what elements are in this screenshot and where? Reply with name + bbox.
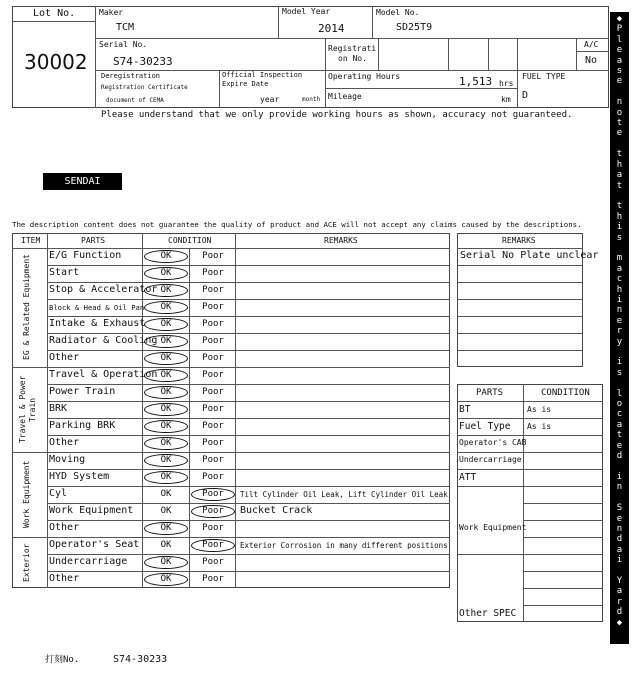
poor-checkbox[interactable]: Poor (202, 472, 224, 482)
part-label: Undercarriage (49, 556, 128, 567)
serial-no: S74-30233 (113, 55, 173, 68)
poor-checkbox[interactable]: Poor (202, 421, 224, 431)
maker: TCM (116, 22, 135, 33)
operating-hours: 1,513 (459, 75, 493, 88)
parts-subrow-line (523, 537, 603, 538)
poor-checkbox[interactable]: Poor (202, 455, 224, 465)
remarks-row-line (457, 299, 583, 300)
deregistration-label: Deregistration (101, 72, 161, 80)
parts-row-label: Work Equipment (459, 523, 527, 532)
header-row-line-3 (325, 88, 517, 89)
remarks-row-line (457, 316, 583, 317)
model-no-label: Model No. (376, 8, 420, 17)
maker-label: Maker (99, 8, 124, 17)
registration-label-2: on No. (338, 54, 367, 63)
ac-label: A/C (584, 40, 599, 49)
poor-checkbox[interactable]: Poor (202, 370, 224, 380)
poor-checkbox[interactable]: Poor (202, 251, 224, 261)
header-col-modelno (372, 6, 373, 38)
inspection-label-1: Official Inspection (222, 71, 303, 79)
part-label: Start (49, 267, 80, 278)
poor-checkbox[interactable]: Poor (191, 505, 235, 518)
registration-cert-label: Registration Certificate (101, 84, 188, 91)
parts-row-label: ATT (459, 472, 477, 483)
row-line (47, 265, 450, 266)
group-line (12, 452, 450, 453)
remarks-line: Serial No Plate unclear (460, 250, 599, 261)
part-label: BRK (49, 403, 68, 414)
model-no: SD25T9 (396, 22, 433, 33)
parts-subrow-line (523, 588, 603, 589)
remark-text: Exterior Corrosion in many different positions (240, 541, 448, 550)
model-year: 2014 (318, 22, 345, 35)
ok-checkbox[interactable]: OK (144, 301, 188, 314)
ok-checkbox[interactable]: OK (144, 454, 188, 467)
lot-label-divider (12, 21, 95, 22)
cema-label: document of CEMA (106, 97, 164, 104)
ok-checkbox[interactable]: OK (144, 335, 188, 348)
row-line (47, 503, 450, 504)
group-label-3: Exterior (22, 543, 31, 582)
poor-checkbox[interactable]: Poor (202, 387, 224, 397)
parts-subrow-line (523, 503, 603, 504)
part-label: Cyl (49, 488, 68, 499)
ok-checkbox[interactable]: OK (144, 573, 188, 586)
location-badge: SENDAI (43, 173, 122, 190)
fuel-type-label: FUEL TYPE (522, 72, 566, 81)
lot-no-label: Lot No. (33, 8, 76, 19)
header-frame (12, 6, 609, 108)
parts-row-line (457, 452, 603, 453)
poor-checkbox[interactable]: Poor (202, 557, 224, 567)
ok-checkbox[interactable]: OK (160, 540, 172, 550)
poor-checkbox[interactable]: Poor (202, 574, 224, 584)
part-label: Stop & Accelerator (49, 284, 158, 295)
ok-checkbox[interactable]: OK (144, 522, 188, 535)
ok-checkbox[interactable]: OK (144, 420, 188, 433)
ok-checkbox[interactable]: OK (144, 369, 188, 382)
registration-label-1: Registrati (328, 44, 377, 53)
row-line (47, 418, 450, 419)
row-line (47, 469, 450, 470)
header-col-reg-b (448, 38, 449, 70)
row-line (47, 571, 450, 572)
part-label: Other (49, 573, 80, 584)
poor-checkbox[interactable]: Poor (191, 539, 235, 552)
ok-checkbox[interactable]: OK (160, 506, 172, 516)
part-label: Moving (49, 454, 86, 465)
remarks-header: REMARKS (502, 236, 536, 245)
row-line (47, 316, 450, 317)
poor-checkbox[interactable]: Poor (202, 438, 224, 448)
remark-text: Tilt Cylinder Oil Leak, Lift Cylinder Oil Leak (240, 490, 448, 499)
part-label: Intake & Exhaust (49, 318, 146, 329)
row-line (47, 520, 450, 521)
parts-row-label: Undercarriage (459, 455, 522, 464)
remarks-header-line (457, 248, 583, 249)
poor-checkbox[interactable]: Poor (191, 488, 235, 501)
table-col-line (235, 233, 236, 588)
part-label: Work Equipment (49, 505, 134, 516)
group-label-0: EG & Related Equipment (22, 254, 31, 361)
poor-checkbox[interactable]: Poor (202, 404, 224, 414)
group-label-1: Travel & Power Train (18, 375, 37, 444)
sidebar-notice-text: ◆ P l e a s e n o t e t h a t t h i s m a c h i n e r y i s l o c a t e d i n S e n d a i Y a r d ◆ (616, 14, 623, 628)
part-label: Travel & Operation (49, 369, 158, 380)
inspection-label-2: Expire Date (222, 80, 269, 88)
parts-row-label: Other SPEC (459, 608, 517, 619)
km-unit: km (501, 95, 511, 104)
parts-header-line (457, 401, 603, 402)
year-label: year (260, 95, 280, 104)
serial-no-label: Serial No. (99, 40, 148, 49)
part-label: E/G Function (49, 250, 122, 261)
row-line (47, 554, 450, 555)
disclaimer-text: The description content does not guarantee the quality of product and ACE will not accept any claims caused by the descriptions. (12, 220, 582, 229)
parts-subrow-line (523, 520, 603, 521)
parts-row-line (457, 418, 603, 419)
parts-row-condition: As is (527, 422, 552, 431)
ok-checkbox[interactable]: OK (144, 284, 188, 297)
remarks-row-line (457, 333, 583, 334)
header-col-inspection (219, 70, 220, 108)
lot-divider (95, 6, 96, 108)
condition-header: CONDITION (541, 388, 590, 398)
remarks-row-line (457, 350, 583, 351)
part-label: Other (49, 437, 80, 448)
parts-row-label: Operator's CAB (459, 438, 527, 447)
parts-header: PARTS (476, 388, 504, 398)
header-remarks: REMARKS (324, 236, 358, 245)
poor-checkbox[interactable]: Poor (202, 523, 224, 533)
ok-checkbox[interactable]: OK (144, 250, 188, 263)
poor-checkbox[interactable]: Poor (202, 302, 224, 312)
parts-row-label: BT (459, 404, 471, 415)
row-line (47, 384, 450, 385)
group-line (12, 367, 450, 368)
ok-checkbox[interactable]: OK (144, 318, 188, 331)
group-label-2: Work Equipment (22, 460, 31, 529)
parts-row-condition: As is (527, 405, 552, 414)
header-condition: CONDITION (168, 236, 212, 245)
hrs-unit: hrs (499, 79, 514, 88)
table-col-line (47, 233, 48, 588)
remarks-row-line (457, 265, 583, 266)
poor-checkbox[interactable]: Poor (202, 336, 224, 346)
row-line (47, 401, 450, 402)
parts-subrow-line (523, 605, 603, 606)
part-label: Radiator & Cooling (49, 335, 158, 346)
row-line (47, 282, 450, 283)
ok-checkbox[interactable]: OK (144, 352, 188, 365)
group-line (12, 537, 450, 538)
part-label: Other (49, 352, 80, 363)
fuel-type: D (522, 90, 529, 101)
remark-text: Bucket Crack (240, 505, 313, 516)
operating-hours-label: Operating Hours (328, 72, 401, 81)
parts-row-line (457, 435, 603, 436)
table-header-line (12, 248, 450, 249)
part-label: Other (49, 522, 80, 533)
remarks-row-line (457, 282, 583, 283)
poor-checkbox[interactable]: Poor (202, 285, 224, 295)
part-label: Block & Head & Oil Pan (49, 303, 145, 312)
row-line (47, 350, 450, 351)
header-col-modelyear (278, 6, 279, 38)
header-row-line-1 (95, 38, 609, 39)
ok-checkbox[interactable]: OK (144, 437, 188, 450)
header-row-line-2 (95, 70, 609, 71)
ac-value: No (585, 55, 598, 66)
row-line (47, 435, 450, 436)
header-col-reg-c (488, 38, 489, 70)
poor-checkbox[interactable]: Poor (202, 353, 224, 363)
parts-row-line (457, 469, 603, 470)
part-label: HYD System (49, 471, 110, 482)
ac-divider (576, 51, 609, 52)
ok-checkbox[interactable]: OK (144, 386, 188, 399)
ok-checkbox[interactable]: OK (144, 471, 188, 484)
ok-checkbox[interactable]: OK (144, 267, 188, 280)
part-label: Parking BRK (49, 420, 116, 431)
model-year-label: Model Year (282, 7, 331, 16)
header-col-registration (325, 38, 326, 108)
ok-checkbox[interactable]: OK (160, 489, 172, 499)
part-label: Power Train (49, 386, 116, 397)
parts-row-label: Fuel Type (459, 421, 511, 432)
month-label: month (302, 96, 321, 103)
lot-no: 30002 (24, 50, 88, 74)
header-col-ac (576, 38, 577, 70)
notice-text: Please understand that we only provide working hours as shown, accuracy not guaranteed. (101, 110, 573, 120)
parts-row-line (457, 486, 603, 487)
header-item: ITEM (21, 236, 41, 245)
parts-subrow-line (523, 571, 603, 572)
poor-checkbox[interactable]: Poor (202, 319, 224, 329)
row-line (47, 299, 450, 300)
header-col-reg-d (517, 38, 518, 108)
part-label: Operator's Seat (49, 539, 140, 550)
location-sidebar (610, 12, 629, 644)
ok-checkbox[interactable]: OK (144, 556, 188, 569)
row-line (47, 333, 450, 334)
header-col-reg-a (378, 38, 379, 70)
ok-checkbox[interactable]: OK (144, 403, 188, 416)
poor-checkbox[interactable]: Poor (202, 268, 224, 278)
parts-row-line (457, 554, 603, 555)
header-parts: PARTS (81, 236, 106, 245)
mileage-label: Mileage (328, 92, 362, 101)
stamp-no: S74-30233 (113, 654, 168, 665)
stamp-label: 打刻No. (45, 655, 80, 665)
row-line (47, 486, 450, 487)
